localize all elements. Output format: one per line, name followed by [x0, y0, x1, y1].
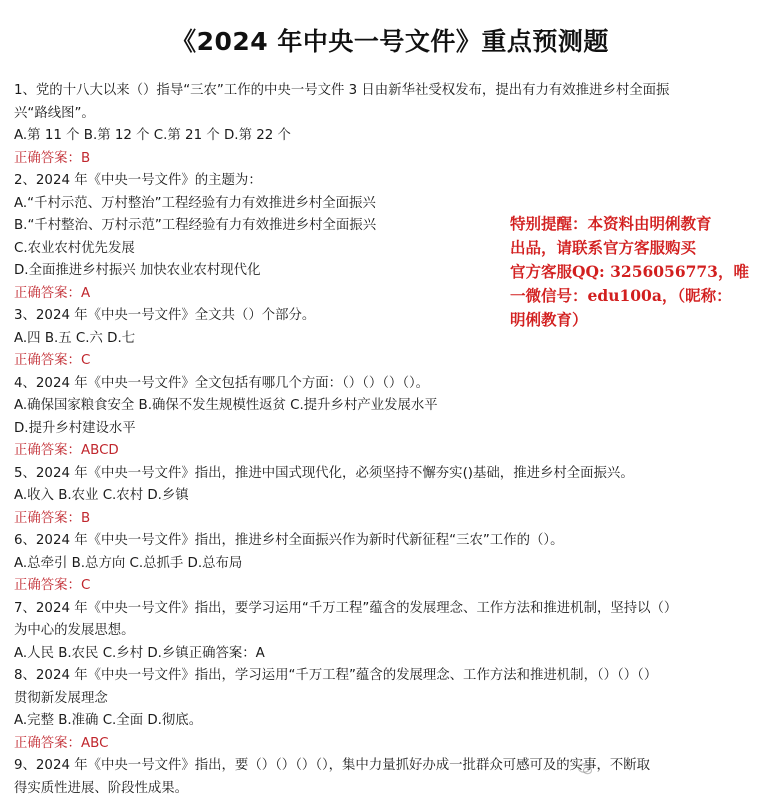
question-line: D.全面推进乡村振兴 加快农业农村现代化 [14, 263, 261, 278]
document-title: 《2024 年中央一号文件》重点预测题 [171, 27, 609, 56]
notice-line: 出品，请联系官方客服购买 [510, 238, 697, 257]
question-line: 7、2024 年《中央一号文件》指出，要学习运用“千万工程”蕴含的发展理念、工作方法和推进机制，坚持以（） [14, 600, 678, 616]
answer-line: 正确答案：B [14, 150, 91, 166]
notice-line: 官方客服QQ: 3256056773，唯 [510, 262, 749, 281]
question-line: A.四 B.五 C.六 D.七 [14, 330, 136, 346]
question-line: 贯彻新发展理念 [14, 690, 108, 706]
notice-line: 一微信号：edu100a，（昵称： [510, 286, 732, 305]
question-line: 4、2024 年《中央一号文件》全文包括有哪几个方面：（）（）（）（）。 [14, 375, 430, 391]
question-line: 3、2024 年《中央一号文件》全文共（）个部分。 [14, 308, 316, 323]
question-line: A.人民 B.农民 C.乡村 D.乡镇正确答案：A [14, 645, 265, 661]
question-line: 5、2024 年《中央一号文件》指出，推进中国式现代化，必须坚持不懈夯实()基础，推进乡村全面振兴。 [14, 465, 634, 481]
answer-line: 正确答案：A [14, 285, 91, 301]
question-line: A.收入 B.农业 C.农村 D.乡镇 [14, 488, 189, 503]
question-line: 2、2024 年《中央一号文件》的主题为： [14, 173, 262, 188]
question-line: A.总牵引 B.总方向 C.总抓手 D.总布局 [14, 555, 243, 571]
special-notice [510, 212, 772, 332]
answer-line: 正确答案：C [14, 578, 91, 593]
chat-bubble-icon [578, 761, 592, 773]
question-line: B.“千村整治、万村示范”工程经验有力有效推进乡村全面振兴 [14, 218, 377, 233]
notice-line: 明俐教育） [510, 310, 588, 329]
question-line: A.第 11 个 B.第 12 个 C.第 21 个 D.第 22 个 [14, 128, 291, 143]
question-line: C.农业农村优先发展 [14, 240, 135, 256]
question-line: A.“千村示范、万村整治”工程经验有力有效推进乡村全面振兴 [14, 195, 376, 211]
question-line: 为中心的发展思想。 [14, 623, 135, 638]
question-line: A.完整 B.准确 C.全面 D.彻底。 [14, 713, 203, 728]
question-line: 得实质性进展、阶段性成果。 [14, 780, 189, 796]
question-line: A.确保国家粮食安全 B.确保不发生规模性返贫 C.提升乡村产业发展水平 [14, 398, 438, 413]
question-line: 9、2024 年《中央一号文件》指出，要（）（）（）（），集中力量抓好办成一批群众可感可及的实事，不断取 [14, 758, 651, 773]
answer-line: 正确答案：C [14, 353, 91, 368]
notice-line: 特别提醒：本资料由明俐教育 [510, 214, 712, 233]
answer-line: 正确答案：ABC [14, 735, 109, 751]
question-list [14, 80, 772, 799]
question-line: D.提升乡村建设水平 [14, 420, 136, 436]
answer-line: 正确答案：ABCD [14, 443, 119, 458]
question-line: 兴“路线图”。 [14, 105, 95, 121]
answer-line: 正确答案：B [14, 510, 91, 526]
question-line: 8、2024 年《中央一号文件》指出，学习运用“千万工程”蕴含的发展理念、工作方法和推进机制，（）（）（） [14, 668, 658, 683]
question-line: 6、2024 年《中央一号文件》指出，推进乡村全面振兴作为新时代新征程“三农”工作的（）。 [14, 533, 564, 548]
question-line: 1、党的十八大以来（）指导“三农”工作的中央一号文件 3 日由新华社受权发布，提出有力有效推进乡村全面振 [14, 83, 670, 98]
watermark [578, 760, 596, 778]
